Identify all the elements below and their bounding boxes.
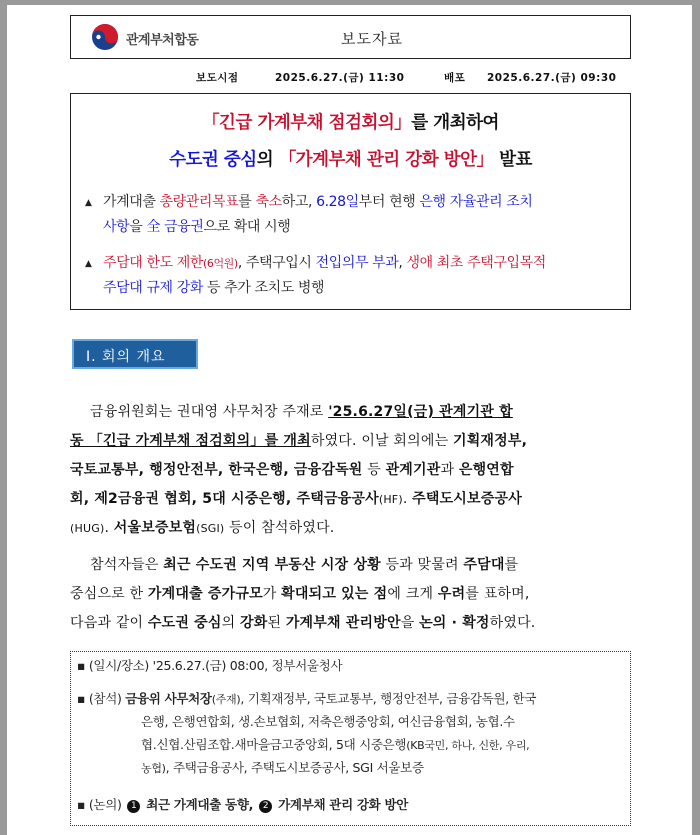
triangle-bullet-icon: ▲ [85, 259, 92, 269]
detail-agenda: ▪ (논의) 1 최근 가계대출 동향, 2 가계부채 관리 강화 방안 [77, 797, 409, 812]
ministry-name: 관계부처합동 [126, 33, 199, 48]
summary-bullet-2: 주담대 한도 제한(6억원), 주택구입시 전입의무 부과, 생애 최초 주택구입목적 주담대 규제 강화 등 추가 조치도 병행 [103, 255, 546, 296]
paragraph-discussion: 참석자들은 최근 수도권 지역 부동산 시장 상황 등과 맞물려 주담대를 중심으로 한 가계대출 증가규모가 확대되고 있는 점에 크게 우려를 표하며, 다음과 같이 수도권 중심의 강화된 가계부채 관리방안을 논의 · 확정하였다. [70, 557, 536, 631]
triangle-bullet-icon: ▲ [85, 198, 92, 208]
section-heading: I. 회의 개요 [72, 339, 198, 369]
detail-date-place: ▪ (일시/장소) '25.6.27.(금) 08:00, 정부서울청사 [77, 658, 343, 673]
release-time-value: 2025.6.27.(금) 11:30 [275, 72, 405, 84]
detail-attendees: ▪ (참석) 금융위 사무처장(주재), 기획재정부, 국토교통부, 행정안전부, 금융감독원, 한국 [77, 691, 537, 706]
doc-type: 보도자료 [341, 30, 403, 48]
page-border-right [692, 0, 700, 835]
release-time-label: 보도시점 [196, 72, 239, 84]
paragraph-meeting-overview: 금융위원회는 권대영 사무처장 주재로 '25.6.27일(금) 관계기관 합 동 「긴급 가계부채 점검회의」를 개최하였다. 이날 회의에는 기획재정부, 국토교통부, 행정안전부, 한국은행, 금융감독원 등 관계기관과 은행연합 회, 제2금융권 협회, 5대 시중은행, 주택금융공사(HF). 주택도시보증공사 (HUG). 서울보증보험(SGI) 등이 참석하였다. [70, 404, 528, 536]
detail-attendees-cont-2: 협.신협.산림조합.새마을금고중앙회, 5대 시중은행(KB국민, 하나, 신한, 우리, [141, 737, 530, 752]
number-1-icon: 1 [127, 800, 140, 813]
summary-box [70, 93, 631, 310]
distribution-label: 배포 [444, 72, 466, 84]
summary-bullet-1: 가계대출 총량관리목표를 축소하고, 6.28일부터 현행 은행 자율관리 조치 사항을 全 금융권으로 확대 시행 [103, 194, 533, 235]
distribution-value: 2025.6.27.(금) 09:30 [487, 72, 617, 84]
detail-attendees-cont-3: 농협), 주택금융공사, 주택도시보증공사, SGI 서울보증 [141, 760, 424, 775]
headline-1: 「긴급 가계부채 점검회의」를 개최하여 [202, 113, 499, 133]
meeting-details-box [70, 651, 631, 826]
page-border-top [7, 0, 692, 5]
headline-2: 수도권 중심의 「가계부채 관리 강화 방안」 발표 [169, 150, 532, 170]
detail-attendees-cont-1: 은행, 은행연합회, 생.손보협회, 저축은행중앙회, 여신금융협회, 농협.수 [141, 714, 515, 729]
header-box [70, 15, 631, 59]
government-logo-icon [91, 23, 119, 51]
number-2-icon: 2 [259, 800, 272, 813]
page-border-left [0, 0, 7, 835]
